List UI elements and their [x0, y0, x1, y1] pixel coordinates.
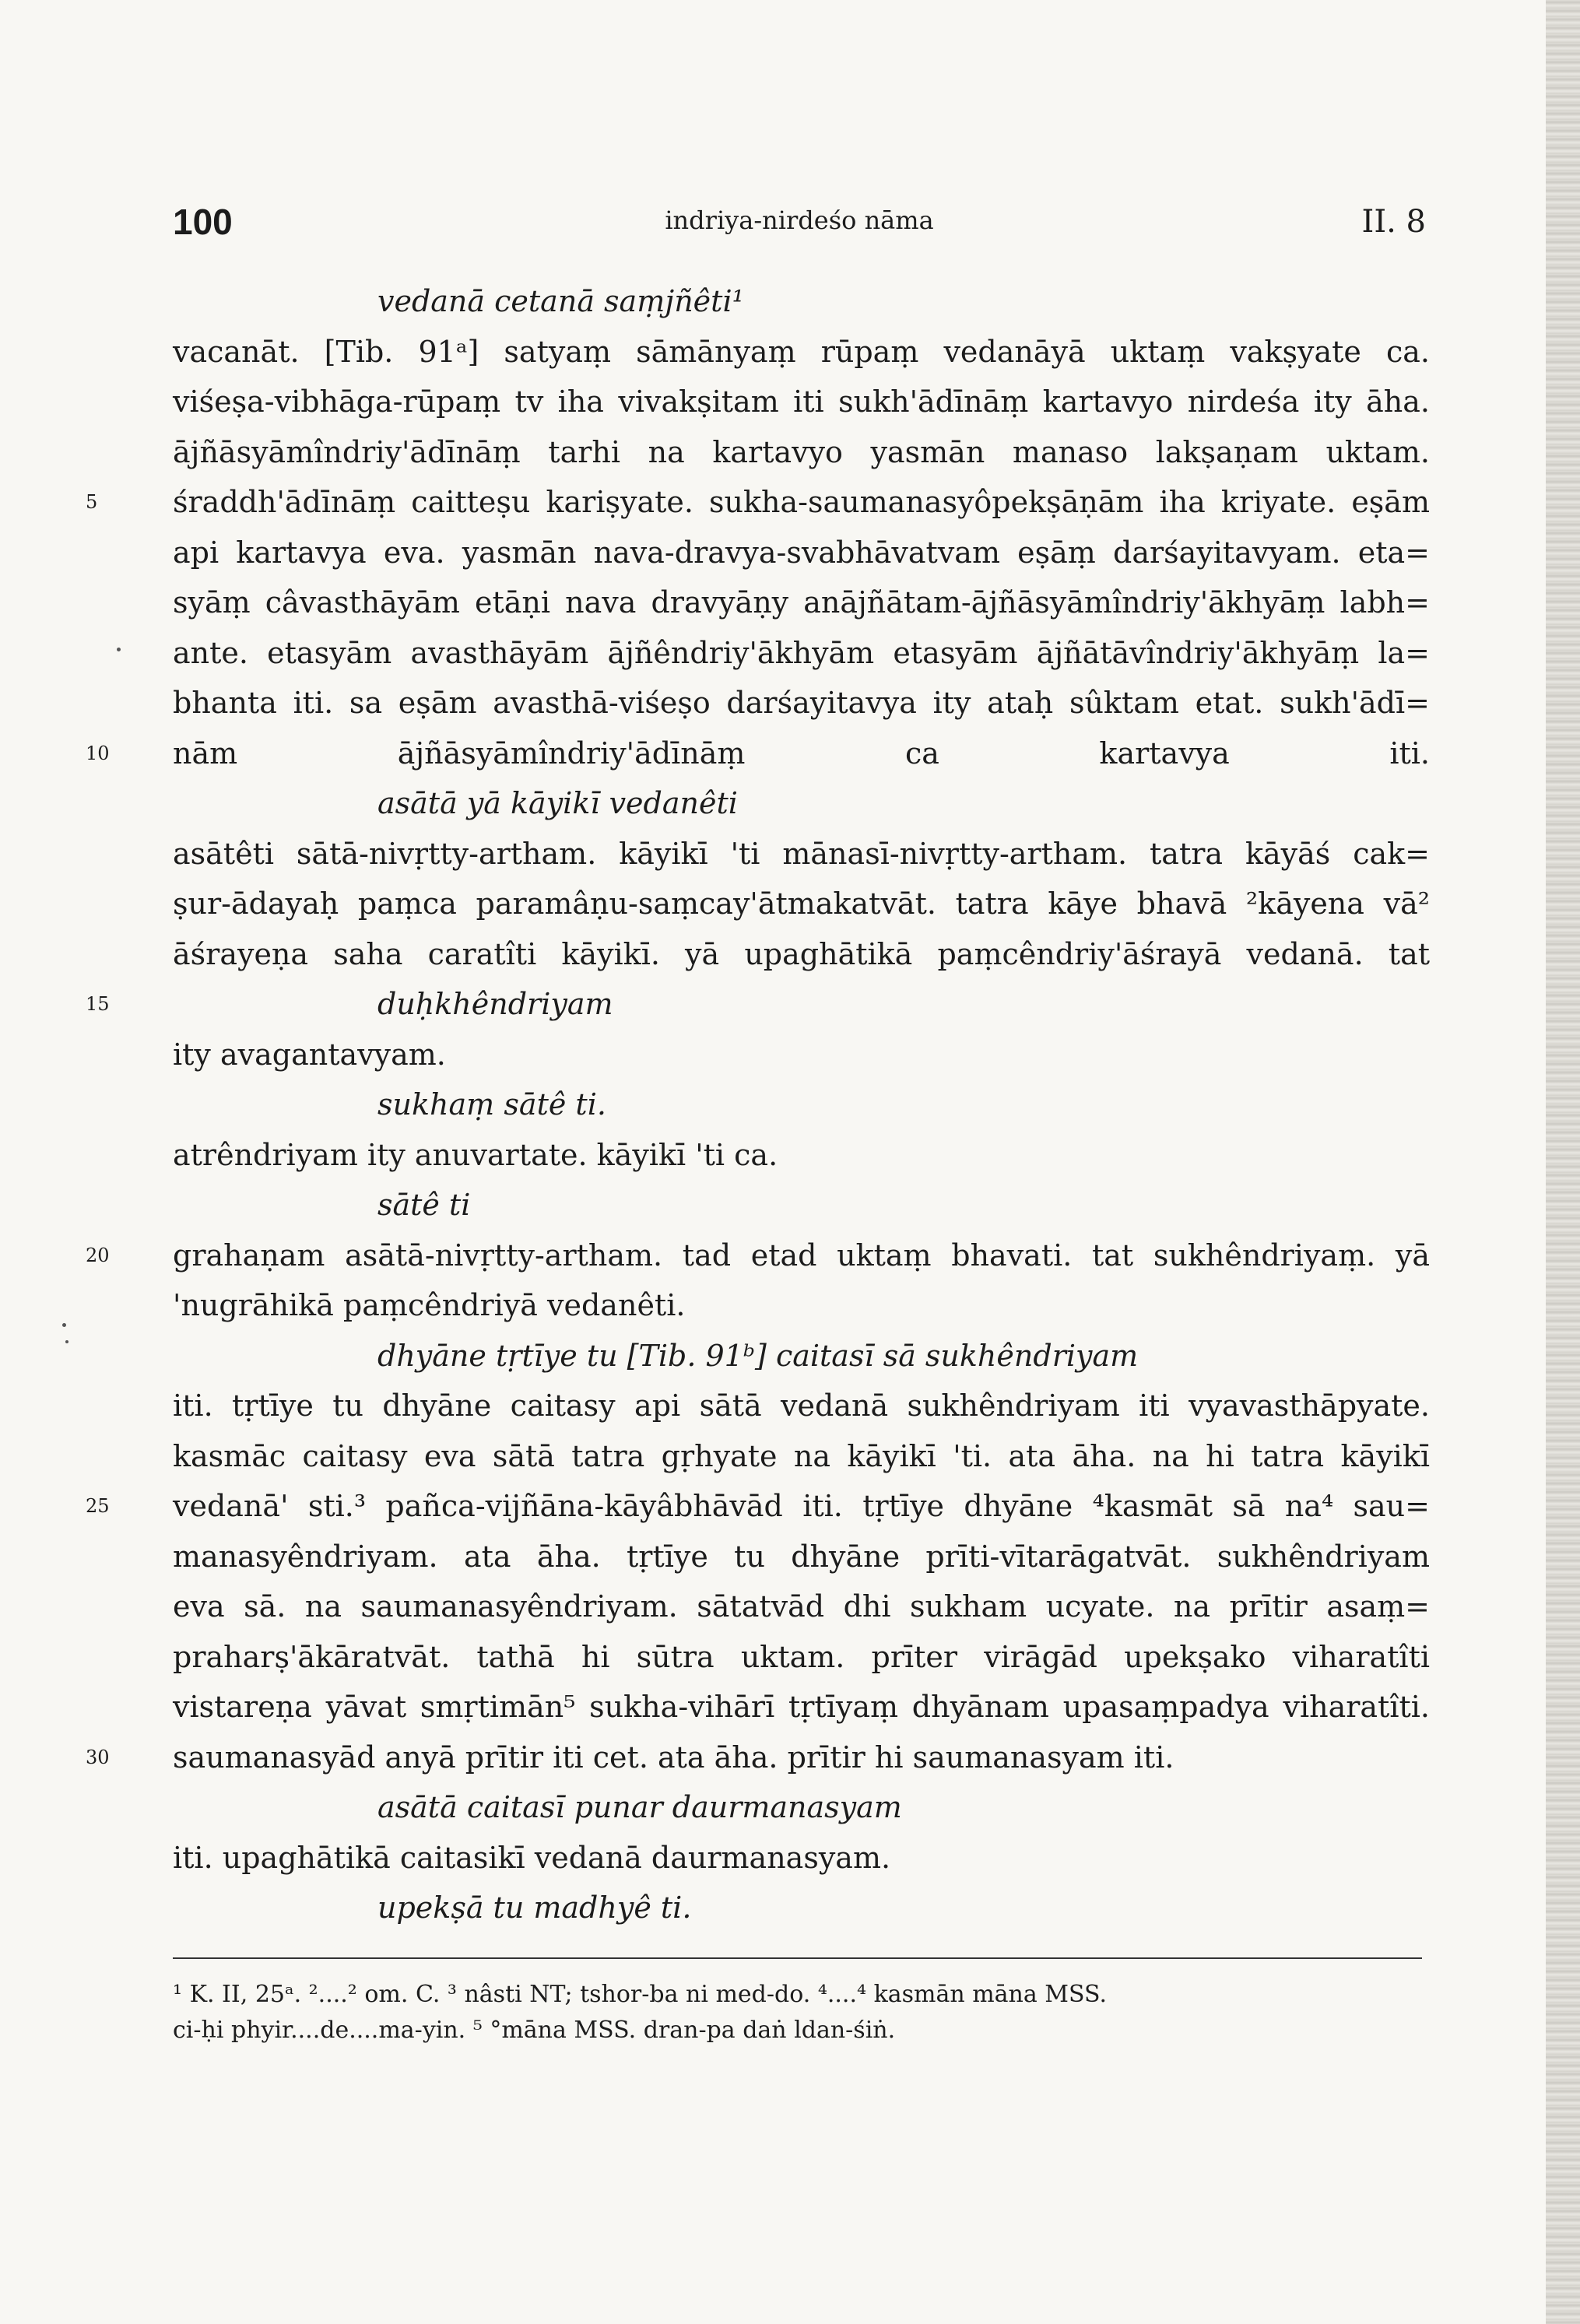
text-line: [173, 929, 1430, 980]
line-text: viśeṣa-vibhāga-rūpaṃ tv iha vivakṣitam iti sukh'ādīnāṃ kartavyo nirdeśa ity āha.: [173, 384, 1430, 419]
page-header: [173, 201, 1426, 247]
verse-line: [173, 1080, 1430, 1130]
verse-line: [173, 1331, 1430, 1381]
verse-line: [173, 1782, 1430, 1833]
text-line: [173, 1280, 1430, 1331]
text-line: [173, 577, 1430, 628]
text-line: [173, 1030, 1430, 1080]
text-line: [173, 377, 1430, 427]
text-line: [173, 1532, 1430, 1582]
verse-line: [173, 778, 1430, 829]
text-line: [86, 1732, 1430, 1783]
line-text: syāṃ câvasthāyām etāṇi nava dravyāṇy anājñātam-ājñāsyāmîndriy'ākhyāṃ labh=: [173, 585, 1430, 620]
line-number: 20: [86, 1244, 110, 1266]
text-line: [86, 728, 1430, 779]
scan-speck: [62, 1323, 66, 1327]
running-title: indriya-nirdeśo nāma: [665, 205, 934, 235]
scan-speck: [65, 1340, 68, 1343]
line-number: 10: [86, 742, 110, 764]
scan-edge: [1546, 0, 1580, 2324]
line-text: saumanasyād anyā prītir iti cet. ata āha. prītir hi saumanasyam iti.: [173, 1739, 1174, 1775]
line-text: vedanā' sti.³ pañca-vijñāna-kāyâbhāvād iti. tṛtīye dhyāne ⁴kasmāt sā na⁴ sau=: [173, 1489, 1430, 1523]
section-number: II. 8: [1361, 204, 1426, 240]
text-line: [173, 678, 1430, 728]
text-line: [86, 1481, 1430, 1532]
verse-line: [173, 276, 1430, 327]
line-text: 'nugrāhikā paṃcêndriyā vedanêti.: [173, 1288, 686, 1322]
line-text: atrêndriyam ity anuvartate. kāyikī 'ti ca.: [173, 1137, 778, 1172]
text-line: [173, 528, 1430, 578]
text-line: [173, 327, 1430, 377]
text-line: [173, 1130, 1430, 1181]
line-text: duḥkhêndriyam: [377, 987, 613, 1021]
line-text: manasyêndriyam. ata āha. tṛtīye tu dhyāne prīti-vītarāgatvāt. sukhêndriyam: [173, 1539, 1430, 1574]
scan-speck: [117, 648, 121, 651]
line-text: iti. upaghātikā caitasikī vedanā daurmanasyam.: [173, 1840, 891, 1875]
line-text: vedanā cetanā saṃjñêti¹: [377, 284, 744, 318]
line-text: asātā caitasī punar daurmanasyam: [377, 1790, 902, 1824]
footnote-rule: [173, 1957, 1422, 1959]
line-number: 15: [86, 993, 110, 1015]
line-text: sukhaṃ sātê ti.: [377, 1087, 606, 1122]
line-text: api kartavya eva. yasmān nava-dravya-svabhāvatvam eṣāṃ darśayitavyam. eta=: [173, 535, 1430, 570]
line-text: ity avagantavyam.: [173, 1037, 446, 1072]
verse-line: [173, 1883, 1430, 1933]
text-line: [86, 477, 1430, 528]
main-text: [86, 276, 1430, 1933]
line-text: sātê ti: [377, 1188, 471, 1222]
verse-line: [86, 979, 1430, 1030]
line-text: āśrayeṇa saha caratîti kāyikī. yā upaghātikā paṃcêndriy'āśrayā vedanā. tat: [173, 936, 1430, 971]
line-text: śraddh'ādīnāṃ caitteṣu kariṣyate. sukha-saumanasyôpekṣāṇām iha kriyate. eṣām: [173, 485, 1430, 519]
line-text: ṣur-ādayaḥ paṃca paramâṇu-saṃcay'ātmakatvāt. tatra kāye bhavā ²kāyena vā²: [173, 886, 1430, 921]
footnote-line: ci-ḥi phyir....de....ma-yin. ⁵ °māna MSS. dran-pa daṅ ldan-śiṅ.: [173, 2017, 896, 2044]
text-line: [173, 1682, 1430, 1732]
text-line: [173, 1381, 1430, 1431]
line-text: eva sā. na saumanasyêndriyam. sātatvād dhi sukham ucyate. na prītir asaṃ=: [173, 1589, 1430, 1624]
line-text: kasmāc caitasy eva sātā tatra gṛhyate na kāyikī 'ti. ata āha. na hi tatra kāyikī: [173, 1438, 1430, 1473]
line-text: upekṣā tu madhyê ti.: [377, 1890, 692, 1925]
text-line: [173, 879, 1430, 929]
line-text: grahaṇam asātā-nivṛtty-artham. tad etad uktaṃ bhavati. tat sukhêndriyaṃ. yā: [173, 1237, 1430, 1273]
text-line: [173, 628, 1430, 679]
text-line: [173, 427, 1430, 478]
line-text: bhanta iti. sa eṣām avasthā-viśeṣo darśayitavya ity ataḥ sûktam etat. sukh'ādī=: [173, 686, 1430, 720]
text-line: [173, 1833, 1430, 1883]
line-text: vacanāt. [Tib. 91ᵃ] satyaṃ sāmānyaṃ rūpaṃ vedanāyā uktaṃ vakṣyate ca.: [173, 334, 1430, 369]
verse-line: [173, 1180, 1430, 1230]
line-number: 30: [86, 1746, 110, 1768]
page-number: 100: [173, 202, 233, 242]
footnote-line: ¹ K. II, 25ᵃ. ²....² om. C. ³ nâsti NT; tshor-ba ni med-do. ⁴....⁴ kasmān māna MSS.: [173, 1981, 1108, 2008]
line-text: dhyāne tṛtīye tu [Tib. 91ᵇ] caitasī sā sukhêndriyam: [377, 1338, 1139, 1373]
line-text: ante. etasyām avasthāyām ājñêndriy'ākhyām etasyām ājñātāvîndriy'ākhyāṃ la=: [173, 635, 1430, 670]
line-text: praharṣ'ākāratvāt. tathā hi sūtra uktam. prīter virāgād upekṣako viharatîti: [173, 1639, 1430, 1674]
line-text: nām ājñāsyāmîndriy'ādīnāṃ ca kartavya iti.: [173, 735, 1430, 771]
line-text: vistareṇa yāvat smṛtimān⁵ sukha-vihārī tṛtīyaṃ dhyānam upasaṃpadya viharatîti.: [173, 1690, 1430, 1724]
line-text: iti. tṛtīye tu dhyāne caitasy api sātā vedanā sukhêndriyam iti vyavasthāpyate.: [173, 1388, 1430, 1423]
text-line: [173, 1582, 1430, 1632]
line-text: asātā yā kāyikī vedanêti: [377, 786, 738, 820]
text-line: [86, 1230, 1430, 1281]
text-line: [173, 829, 1430, 879]
line-number: 25: [86, 1495, 110, 1517]
line-number: 5: [86, 491, 98, 513]
text-line: [173, 1431, 1430, 1482]
line-text: asātêti sātā-nivṛtty-artham. kāyikī 'ti mānasī-nivṛtty-artham. tatra kāyāś cak=: [173, 836, 1430, 871]
line-text: ājñāsyāmîndriy'ādīnāṃ tarhi na kartavyo yasmān manaso lakṣaṇam uktam.: [173, 434, 1430, 469]
text-line: [173, 1632, 1430, 1683]
footnotes: [173, 1977, 1426, 2048]
